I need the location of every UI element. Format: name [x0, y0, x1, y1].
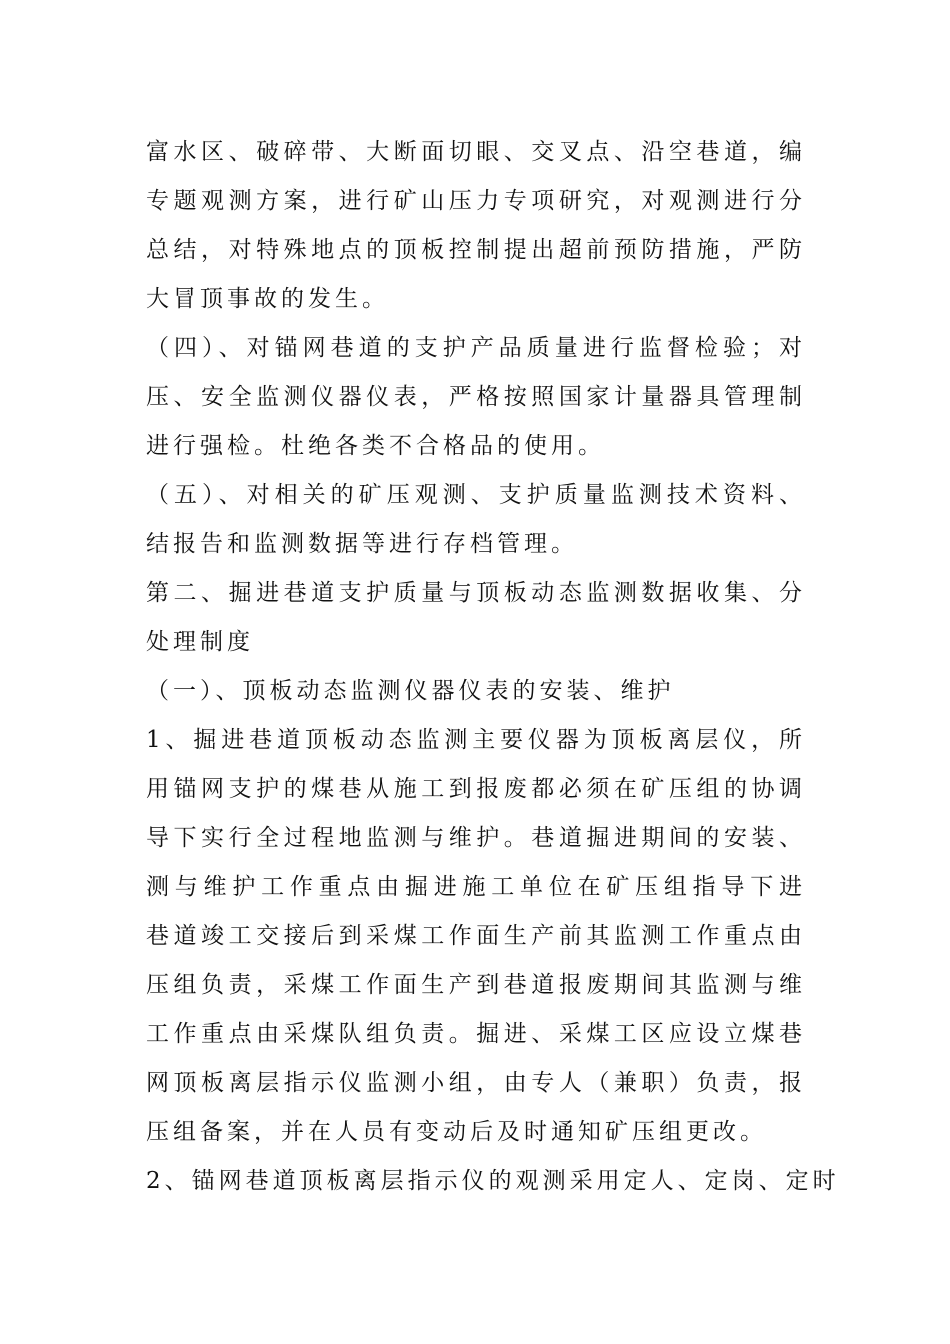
text-line: 压、安全监测仪器仪表，严格按照国家计量器具管理制 [146, 384, 806, 410]
document-body [146, 128, 840, 1206]
text-line: （四）、对锚网巷道的支护产品质量进行监督检验；对 [146, 335, 806, 361]
text-line: 压组负责，采煤工作面生产到巷道报废期间其监测与维 [146, 972, 806, 998]
paragraph [146, 471, 806, 569]
text-line: 1、掘进巷道顶板动态监测主要仪器为顶板离层仪，所 [146, 727, 806, 753]
paragraph [146, 324, 806, 471]
text-line: 大冒顶事故的发生。 [146, 286, 389, 312]
text-line: 测与维护工作重点由掘进施工单位在矿压组指导下进 [146, 874, 806, 900]
text-line: 巷道竣工交接后到采煤工作面生产前其监测工作重点由 [146, 923, 806, 949]
text-line: 处理制度 [146, 629, 254, 655]
paragraph [146, 1157, 840, 1206]
paragraph [146, 569, 806, 667]
text-line: 第二、掘进巷道支护质量与顶板动态监测数据收集、分 [146, 580, 806, 606]
text-line: 进行强检。杜绝各类不合格品的使用。 [146, 433, 605, 459]
text-line: 富水区、破碎带、大断面切眼、交叉点、沿空巷道，编 [146, 139, 806, 165]
text-line: 导下实行全过程地监测与维护。巷道掘进期间的安装、 [146, 825, 806, 851]
text-line: 用锚网支护的煤巷从施工到报废都必须在矿压组的协调 [146, 776, 806, 802]
text-line: 工作重点由采煤队组负责。掘进、采煤工区应设立煤巷 [146, 1021, 806, 1047]
text-line: 2、锚网巷道顶板离层指示仪的观测采用定人、定岗、定时 [146, 1168, 840, 1194]
text-line: 专题观测方案，进行矿山压力专项研究，对观测进行分 [146, 188, 806, 214]
text-line: 网顶板离层指示仪监测小组，由专人（兼职）负责，报 [146, 1070, 806, 1096]
text-line: 压组备案，并在人员有变动后及时通知矿压组更改。 [146, 1119, 767, 1145]
paragraph [146, 716, 806, 1157]
text-line: 总结，对特殊地点的顶板控制提出超前预防措施，严防 [146, 237, 806, 263]
paragraph [146, 667, 806, 716]
paragraph [146, 128, 806, 324]
text-line: （一）、顶板动态监测仪器仪表的安装、维护 [146, 678, 675, 704]
text-line: （五）、对相关的矿压观测、支护质量监测技术资料、 [146, 482, 806, 508]
text-line: 结报告和监测数据等进行存档管理。 [146, 531, 578, 557]
